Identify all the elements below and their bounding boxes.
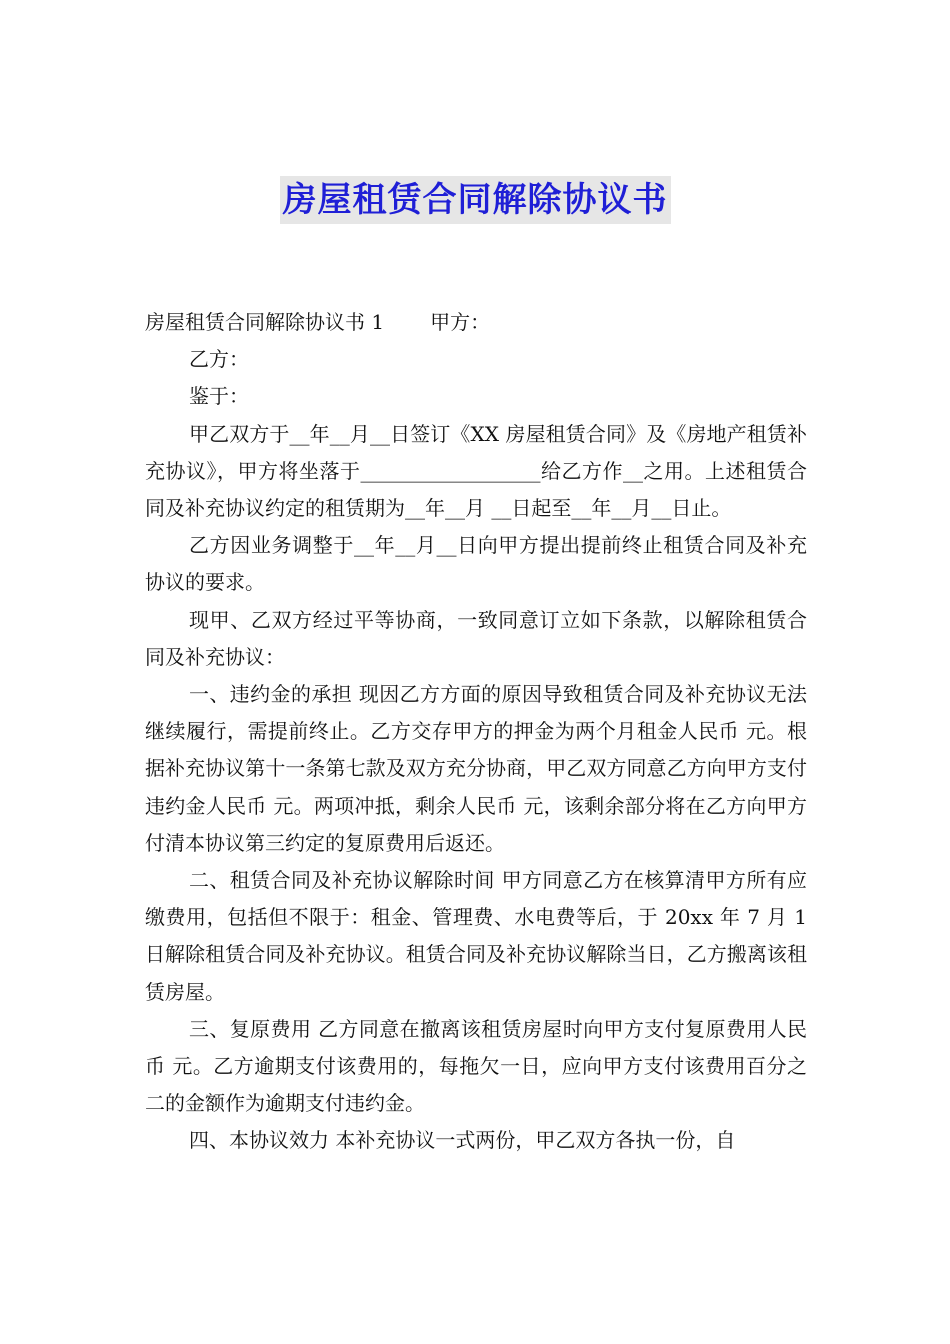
paragraph-termination-request: 乙方因业务调整于__年__月__日向甲方提出提前终止租赁合同及补充协议的要求。 [145, 533, 807, 595]
clause-4-validity: 四、本协议效力 本补充协议一式两份，甲乙双方各执一份，自 [189, 1128, 736, 1153]
clause-1-penalty: 一、违约金的承担 现因乙方方面的原因导致租赁合同及补充协议无法继续履行，需提前终止。乙方交存甲方的押金为两个月租金人民币 元。根据补充协议第十一条第七款及双方充分协商，甲乙双方同意乙方向甲方支付违约金人民币 元。两项冲抵，剩余人民币 元，该剩余部分将在乙方向甲方付清本协议第三约定的复原费用后返还。 [145, 682, 807, 855]
paragraph-agreement-intro: 现甲、乙双方经过平等协商，一致同意订立如下条款，以解除租赁合同及补充协议： [145, 607, 807, 669]
document-body [145, 304, 807, 1160]
section-heading: 房屋租赁合同解除协议书 1 [145, 310, 385, 334]
document-title: 房屋租赁合同解除协议书 [280, 176, 671, 224]
clause-2-termination-date: 二、租赁合同及补充协议解除时间 甲方同意乙方在核算清甲方所有应缴费用，包括但不限于：租金、管理费、水电费等后，于 20xx 年 7 月 1 日解除租赁合同及补充协议。租赁合同及补充协议解除当日，乙方搬离该租赁房屋。 [145, 868, 807, 1004]
paragraph-contract-background: 甲乙双方于__年__月__日签订《XX 房屋租赁合同》及《房地产租赁补充协议》，甲方将坐落于__________________给乙方作__之用。上述租赁合同及补充协议约定的租赁期为__年__月 __日起至__年__月__日止。 [145, 421, 807, 521]
whereas-label: 鉴于： [189, 384, 249, 409]
heading-line [145, 304, 807, 341]
title-block [0, 176, 950, 224]
party-a-label: 甲方： [430, 310, 491, 334]
clause-3-restoration-cost: 三、复原费用 乙方同意在撤离该租赁房屋时向甲方支付复原费用人民币 元。乙方逾期支付该费用的，每拖欠一日，应向甲方支付该费用百分之二的金额作为逾期支付违约金。 [145, 1016, 807, 1116]
party-b-label: 乙方： [189, 347, 249, 372]
